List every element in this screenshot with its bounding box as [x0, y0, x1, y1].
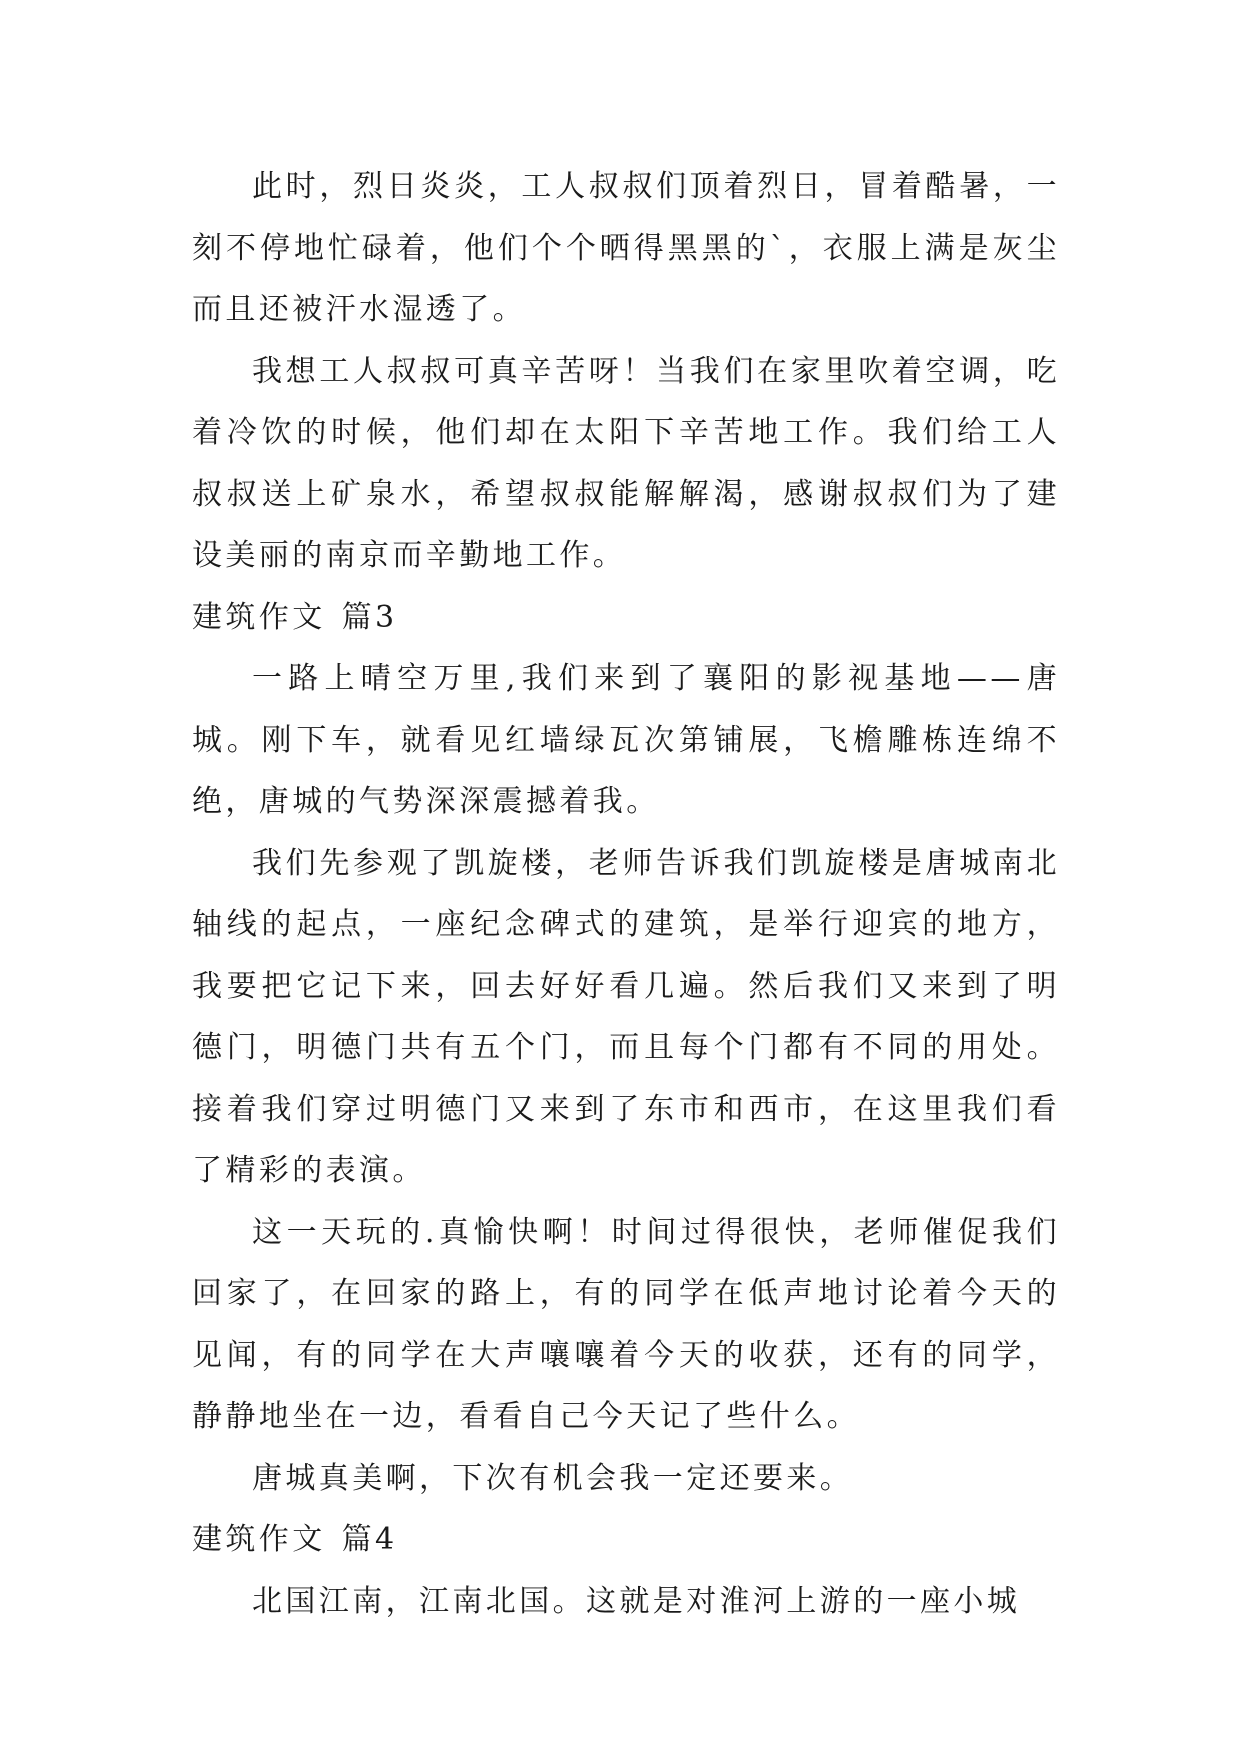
section-heading	[192, 1509, 1060, 1571]
paragraph: 唐城真美啊，下次有机会我一定还要来。	[252, 1460, 854, 1496]
paragraph: 我想工人叔叔可真辛苦呀！当我们在家里吹着空调，吃着冷饮的时候，他们却在太阳下辛苦地工作。我们给工人叔叔送上矿泉水，希望叔叔能解解渴，感谢叔叔们为了建设美丽的南京而辛勤地工作。	[192, 353, 1060, 573]
paragraph: 一路上晴空万里,我们来到了襄阳的影视基地——唐城。刚下车，就看见红墙绿瓦次第铺展，飞檐雕栋连绵不绝，唐城的气势深深震撼着我。	[192, 661, 1060, 819]
heading-title: 建筑作文	[192, 1522, 326, 1557]
paragraph: 此时，烈日炎炎，工人叔叔们顶着烈日，冒着酷暑，一刻不停地忙碌着，他们个个晒得黑黑的`，衣服上满是灰尘而且还被汗水湿透了。	[192, 169, 1060, 327]
document-page	[192, 156, 1060, 1632]
paragraph: 北国江南，江南北国。这就是对淮河上游的一座小城	[252, 1583, 1021, 1619]
paragraph: 这一天玩的.真愉快啊！时间过得很快，老师催促我们回家了，在回家的路上，有的同学在低声地讨论着今天的见闻，有的同学在大声嚷嚷着今天的收获，还有的同学，静静地坐在一边，看看自己今天记了些什么。	[192, 1214, 1060, 1434]
heading-number: 篇4	[341, 1522, 398, 1557]
paragraph: 我们先参观了凯旋楼，老师告诉我们凯旋楼是唐城南北轴线的起点，一座纪念碑式的建筑，是举行迎宾的地方，我要把它记下来，回去好好看几遍。然后我们又来到了明德门，明德门共有五个门，而且每个门都有不同的用处。接着我们穿过明德门又来到了东市和西市，在这里我们看了精彩的表演。	[192, 845, 1060, 1188]
section-heading	[192, 587, 1060, 649]
heading-number: 篇3	[341, 599, 398, 635]
heading-title: 建筑作文	[192, 599, 326, 635]
